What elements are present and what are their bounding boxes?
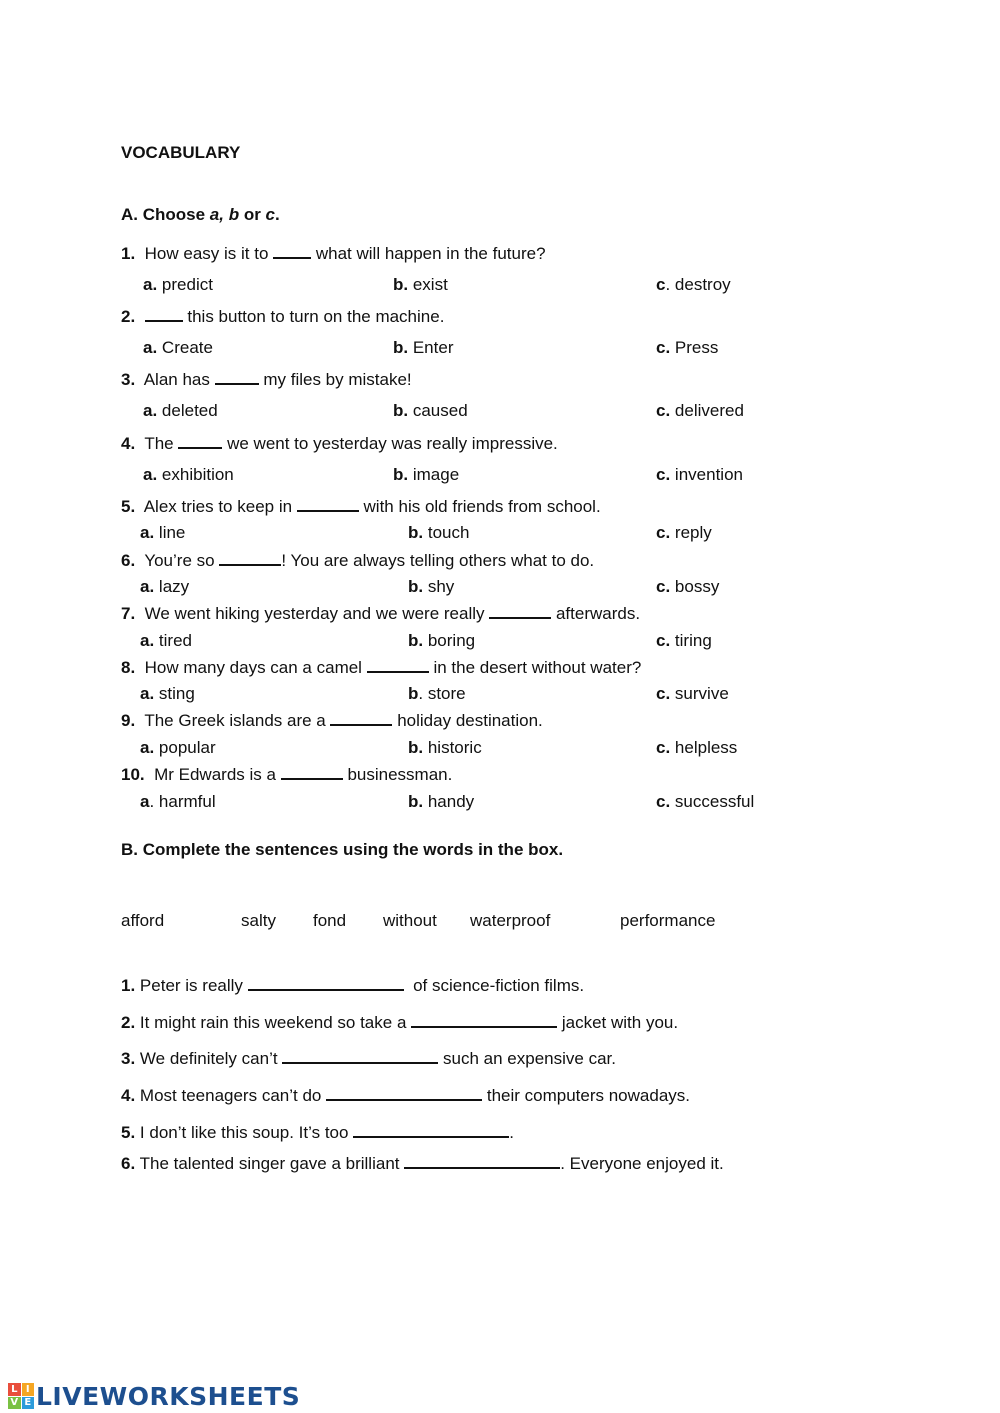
- option-letter: c.: [656, 577, 671, 596]
- option-c[interactable]: [656, 738, 737, 758]
- option-text: delivered: [674, 401, 744, 420]
- answer-blank[interactable]: [281, 764, 343, 780]
- question-number: 10.: [121, 765, 145, 784]
- option-letter: a: [140, 792, 150, 811]
- option-b[interactable]: [408, 684, 466, 704]
- question-7: [121, 603, 640, 624]
- option-text: boring: [427, 631, 476, 650]
- sentence-text-post: such an expensive car.: [443, 1049, 616, 1068]
- option-text: tiring: [674, 631, 712, 650]
- question-text-pre: We went hiking yesterday and we were really: [144, 604, 485, 623]
- option-a[interactable]: [143, 275, 213, 295]
- question-number: 5.: [121, 497, 136, 516]
- section-a-heading: [121, 205, 280, 225]
- sentence-text-pre: Most teenagers can’t do: [139, 1086, 322, 1105]
- question-text-pre: Mr Edwards is a: [154, 765, 276, 784]
- option-b[interactable]: [408, 792, 474, 812]
- sentence-5: [121, 1122, 514, 1143]
- option-text: image: [412, 465, 460, 484]
- option-text: exist: [412, 275, 448, 294]
- question-text-post: holiday destination.: [397, 711, 543, 730]
- option-b[interactable]: [408, 523, 469, 543]
- option-letter: a.: [140, 738, 155, 757]
- option-c[interactable]: [656, 275, 731, 295]
- option-a[interactable]: [140, 631, 192, 651]
- logo-mark-cell: V: [8, 1397, 21, 1410]
- sentence-1: [121, 975, 584, 996]
- option-text: successful: [674, 792, 755, 811]
- option-c[interactable]: [656, 577, 719, 597]
- sentence-text-post: their computers nowadays.: [486, 1086, 690, 1105]
- sentence-text-pre: The talented singer gave a brilliant: [139, 1154, 400, 1173]
- option-a[interactable]: [143, 465, 234, 485]
- word-performance: performance: [620, 911, 716, 930]
- option-letter: a.: [143, 338, 158, 357]
- sentence-number: 5.: [121, 1123, 136, 1142]
- question-number: 9.: [121, 711, 136, 730]
- option-text: Press: [674, 338, 719, 357]
- question-6: [121, 550, 594, 571]
- question-text-pre: The Greek islands are a: [144, 711, 326, 730]
- question-5: [121, 496, 601, 517]
- question-2: [121, 306, 444, 327]
- option-letter: c.: [656, 684, 671, 703]
- answer-blank[interactable]: [273, 243, 311, 259]
- option-text: sting: [158, 684, 195, 703]
- question-number: 6.: [121, 551, 136, 570]
- option-b[interactable]: [408, 577, 454, 597]
- option-text: reply: [674, 523, 712, 542]
- option-letter: a.: [140, 631, 155, 650]
- sentence-3: [121, 1048, 616, 1069]
- option-text: Enter: [412, 338, 454, 357]
- sentence-number: 4.: [121, 1086, 136, 1105]
- option-b[interactable]: [408, 631, 475, 651]
- question-number: 1.: [121, 244, 136, 263]
- answer-blank[interactable]: [215, 369, 259, 385]
- question-text-pre: The: [144, 434, 174, 453]
- sentence-text-pre: Peter is really: [139, 976, 243, 995]
- option-letter: a.: [143, 275, 158, 294]
- option-b[interactable]: [393, 465, 459, 485]
- option-letter: b.: [408, 738, 424, 757]
- option-letter: b.: [408, 577, 424, 596]
- sentence-text-post: jacket with you.: [561, 1013, 679, 1032]
- option-letter: a.: [140, 577, 155, 596]
- question-text-post: afterwards.: [555, 604, 641, 623]
- option-text: . store: [418, 684, 466, 703]
- sentence-text-pre: It might rain this weekend so take a: [139, 1013, 407, 1032]
- answer-blank[interactable]: [219, 550, 281, 566]
- answer-blank[interactable]: [330, 710, 392, 726]
- option-a[interactable]: [143, 338, 213, 358]
- option-text: caused: [412, 401, 468, 420]
- answer-blank[interactable]: [178, 433, 222, 449]
- question-1: [121, 243, 546, 264]
- option-letter: c.: [656, 401, 671, 420]
- option-text: historic: [427, 738, 482, 757]
- option-text: survive: [674, 684, 729, 703]
- answer-blank[interactable]: [353, 1122, 509, 1138]
- option-letter: a.: [140, 523, 155, 542]
- liveworksheets-logo[interactable]: [8, 1381, 300, 1411]
- option-c[interactable]: [656, 401, 744, 421]
- question-8: [121, 657, 641, 678]
- option-text: invention: [674, 465, 743, 484]
- option-letter: c.: [656, 338, 671, 357]
- option-text: predict: [161, 275, 213, 294]
- option-text: shy: [427, 577, 455, 596]
- answer-blank[interactable]: [297, 496, 359, 512]
- option-c[interactable]: [656, 684, 729, 704]
- section-a-heading-c: c: [265, 205, 276, 224]
- logo-mark-cell: E: [22, 1397, 35, 1410]
- sentence-text-post: .: [509, 1123, 514, 1142]
- option-c[interactable]: [656, 631, 712, 651]
- question-text-pre: How easy is it to: [144, 244, 269, 263]
- option-text: line: [158, 523, 186, 542]
- question-text-pre: Alex tries to keep in: [143, 497, 293, 516]
- sentence-text-pre: We definitely can’t: [139, 1049, 278, 1068]
- question-number: 4.: [121, 434, 136, 453]
- answer-blank[interactable]: [326, 1085, 482, 1101]
- option-a[interactable]: [140, 577, 189, 597]
- option-a[interactable]: [140, 738, 216, 758]
- option-a[interactable]: [143, 401, 218, 421]
- option-letter: b: [408, 684, 419, 703]
- question-9: [121, 710, 543, 731]
- section-a-heading-or: or: [239, 205, 266, 224]
- option-c[interactable]: [656, 465, 743, 485]
- question-text-post: in the desert without water?: [433, 658, 642, 677]
- option-letter: c: [656, 275, 666, 294]
- logo-mark-icon: [8, 1383, 34, 1409]
- word-without: without: [383, 911, 437, 930]
- option-text: tired: [158, 631, 192, 650]
- option-letter: a.: [140, 684, 155, 703]
- option-text: deleted: [161, 401, 218, 420]
- answer-blank[interactable]: [489, 603, 551, 619]
- page-title: VOCABULARY: [121, 143, 241, 162]
- logo-mark-cell: I: [22, 1383, 35, 1396]
- option-letter: b.: [393, 401, 409, 420]
- answer-blank[interactable]: [248, 975, 404, 991]
- option-letter: c.: [656, 792, 671, 811]
- option-b[interactable]: [393, 338, 453, 358]
- option-letter: b.: [408, 523, 424, 542]
- question-number: 2.: [121, 307, 136, 326]
- sentence-6: [121, 1153, 724, 1174]
- option-text: touch: [427, 523, 470, 542]
- option-text: . destroy: [665, 275, 731, 294]
- word-waterproof: waterproof: [470, 911, 551, 930]
- option-text: . harmful: [149, 792, 216, 811]
- option-letter: b.: [393, 465, 409, 484]
- option-a[interactable]: [140, 523, 185, 543]
- option-letter: b.: [408, 631, 424, 650]
- option-text: helpless: [674, 738, 738, 757]
- option-b[interactable]: [393, 401, 468, 421]
- option-b[interactable]: [408, 738, 482, 758]
- question-text-post: ! You are always telling others what to do.: [281, 551, 595, 570]
- sentence-number: 1.: [121, 976, 136, 995]
- question-text-pre: Alan has: [143, 370, 210, 389]
- option-text: popular: [158, 738, 216, 757]
- section-b-heading: B. Complete the sentences using the words in the box.: [121, 840, 564, 859]
- question-text-post: businessman.: [347, 765, 453, 784]
- answer-blank[interactable]: [367, 657, 429, 673]
- option-text: handy: [427, 792, 475, 811]
- question-text-post: what will happen in the future?: [315, 244, 546, 263]
- option-letter: b.: [408, 792, 424, 811]
- question-text-post: this button to turn on the machine.: [187, 307, 445, 326]
- answer-blank[interactable]: [411, 1012, 557, 1028]
- answer-blank[interactable]: [404, 1153, 560, 1169]
- question-text-pre: You’re so: [144, 551, 215, 570]
- option-a[interactable]: [140, 792, 216, 812]
- section-a-heading-prefix: A. Choose: [121, 205, 210, 224]
- sentence-text-post: . Everyone enjoyed it.: [560, 1154, 724, 1173]
- option-c[interactable]: [656, 792, 754, 812]
- option-letter: c.: [656, 523, 671, 542]
- option-c[interactable]: [656, 338, 718, 358]
- option-text: bossy: [674, 577, 720, 596]
- sentence-4: [121, 1085, 690, 1106]
- sentence-number: 6.: [121, 1154, 136, 1173]
- question-number: 7.: [121, 604, 136, 623]
- question-10: [121, 764, 452, 785]
- option-c[interactable]: [656, 523, 712, 543]
- option-text: lazy: [158, 577, 190, 596]
- option-letter: a.: [143, 465, 158, 484]
- question-3: [121, 369, 412, 390]
- question-text-post: with his old friends from school.: [363, 497, 601, 516]
- question-number: 3.: [121, 370, 136, 389]
- answer-blank[interactable]: [282, 1048, 438, 1064]
- option-text: exhibition: [161, 465, 234, 484]
- sentence-text-pre: I don’t like this soup. It’s too: [139, 1123, 349, 1142]
- sentence-number: 3.: [121, 1049, 136, 1068]
- option-b[interactable]: [393, 275, 448, 295]
- word-salty: salty: [241, 911, 276, 930]
- question-text-post: we went to yesterday was really impressive.: [227, 434, 558, 453]
- option-text: Create: [161, 338, 213, 357]
- question-4: [121, 433, 558, 454]
- sentence-number: 2.: [121, 1013, 136, 1032]
- answer-blank[interactable]: [145, 306, 183, 322]
- option-letter: a.: [143, 401, 158, 420]
- question-text-pre: How many days can a camel: [144, 658, 362, 677]
- question-number: 8.: [121, 658, 136, 677]
- option-letter: c.: [656, 631, 671, 650]
- word-fond: fond: [313, 911, 347, 930]
- logo-text: LIVEWORKSHEETS: [36, 1381, 301, 1411]
- option-letter: c.: [656, 738, 671, 757]
- option-a[interactable]: [140, 684, 195, 704]
- section-a-heading-dot: .: [275, 205, 280, 224]
- question-text-post: my files by mistake!: [263, 370, 412, 389]
- option-letter: b.: [393, 275, 409, 294]
- sentence-text-post: of science-fiction films.: [413, 976, 585, 995]
- sentence-2: [121, 1012, 678, 1033]
- option-letter: b.: [393, 338, 409, 357]
- logo-mark-cell: L: [8, 1383, 21, 1396]
- section-a-heading-italic: a, b: [209, 205, 240, 224]
- word-afford: afford: [121, 911, 165, 930]
- option-letter: c.: [656, 465, 671, 484]
